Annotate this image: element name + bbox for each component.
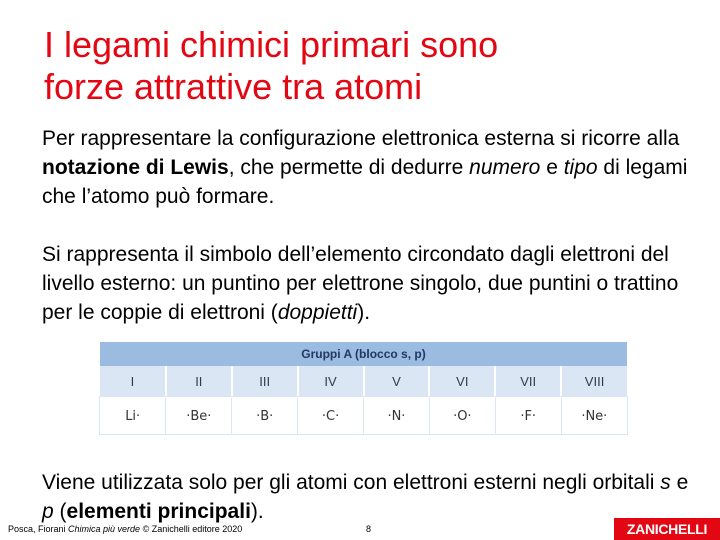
symbol-cell (166, 397, 232, 434)
group-cell: V (364, 366, 430, 397)
footer (0, 518, 720, 540)
table-row-groups (100, 366, 627, 397)
symbol-cell (100, 397, 166, 434)
page-number: 8 (366, 524, 372, 534)
text: e (540, 156, 564, 179)
italic-doppietti: doppietti (277, 301, 358, 324)
lewis-symbol-ne: ·Ne· (581, 409, 608, 424)
lewis-symbol-c: ·C· (321, 409, 340, 424)
text: , che permette di dedurre (228, 156, 470, 179)
footer-book-title: Chimica più verde (68, 524, 141, 534)
italic-numero: numero (469, 156, 541, 179)
table-header-row (100, 342, 627, 366)
text: ). (250, 500, 264, 523)
symbol-cell (364, 397, 430, 434)
footer-credits (8, 524, 242, 534)
italic-p: p (42, 500, 54, 523)
zanichelli-logo: ZANICHELLI (614, 518, 720, 540)
symbol-cell (495, 397, 561, 434)
table-row-lewis-symbols (100, 397, 627, 434)
text: ). (357, 301, 371, 324)
lewis-symbol-b: ·B· (256, 409, 274, 424)
text: Per rappresentare la configurazione elettronica esterna si ricorre alla (42, 127, 680, 150)
group-cell: VI (429, 366, 495, 397)
lewis-symbol-be: ·Be· (186, 409, 212, 424)
text: e (670, 471, 689, 494)
bold-lewis-notation: notazione di Lewis (42, 156, 229, 179)
lewis-symbol-o: ·O· (453, 409, 472, 424)
group-cell: VII (495, 366, 561, 397)
symbol-cell (232, 397, 298, 434)
lewis-symbol-n: ·N· (387, 409, 406, 424)
footer-publisher: © Zanichelli editore 2020 (140, 524, 243, 534)
slide-title (44, 24, 684, 108)
group-cell: III (232, 366, 298, 397)
text: Si rappresenta il simbolo dell’elemento circondato dagli elettroni del livello esterno: un puntino per elettrone singolo, due puntini o trattino per le coppie di elettroni ( (42, 243, 679, 324)
group-cell: I (100, 366, 166, 397)
title-line-1: I legami chimici primari sono (44, 24, 499, 65)
paragraph-lewis-intro (42, 124, 692, 211)
symbol-cell (561, 397, 627, 434)
group-cell: VIII (561, 366, 627, 397)
table-header: Gruppi A (blocco s, p) (100, 342, 627, 366)
symbol-cell (429, 397, 495, 434)
lewis-symbol-f: ·F· (520, 409, 537, 424)
group-cell: II (166, 366, 232, 397)
footer-authors: Posca, Fiorani (8, 524, 69, 534)
text: ( (53, 500, 67, 523)
symbol-cell (298, 397, 364, 434)
paragraph-symbol-description (42, 240, 692, 327)
italic-tipo: tipo (563, 156, 598, 179)
text: Viene utilizzata solo per gli atomi con elettroni esterni negli orbitali (42, 471, 661, 494)
group-cell: IV (298, 366, 364, 397)
text: di legami che l’atomo può formare. (42, 156, 688, 208)
italic-s: s (660, 471, 671, 494)
bold-elementi-principali: elementi principali (66, 500, 251, 523)
lewis-symbols-table (100, 342, 627, 434)
title-line-2: forze attrattive tra atomi (44, 66, 423, 107)
lewis-symbol-li: Li· (125, 409, 141, 424)
